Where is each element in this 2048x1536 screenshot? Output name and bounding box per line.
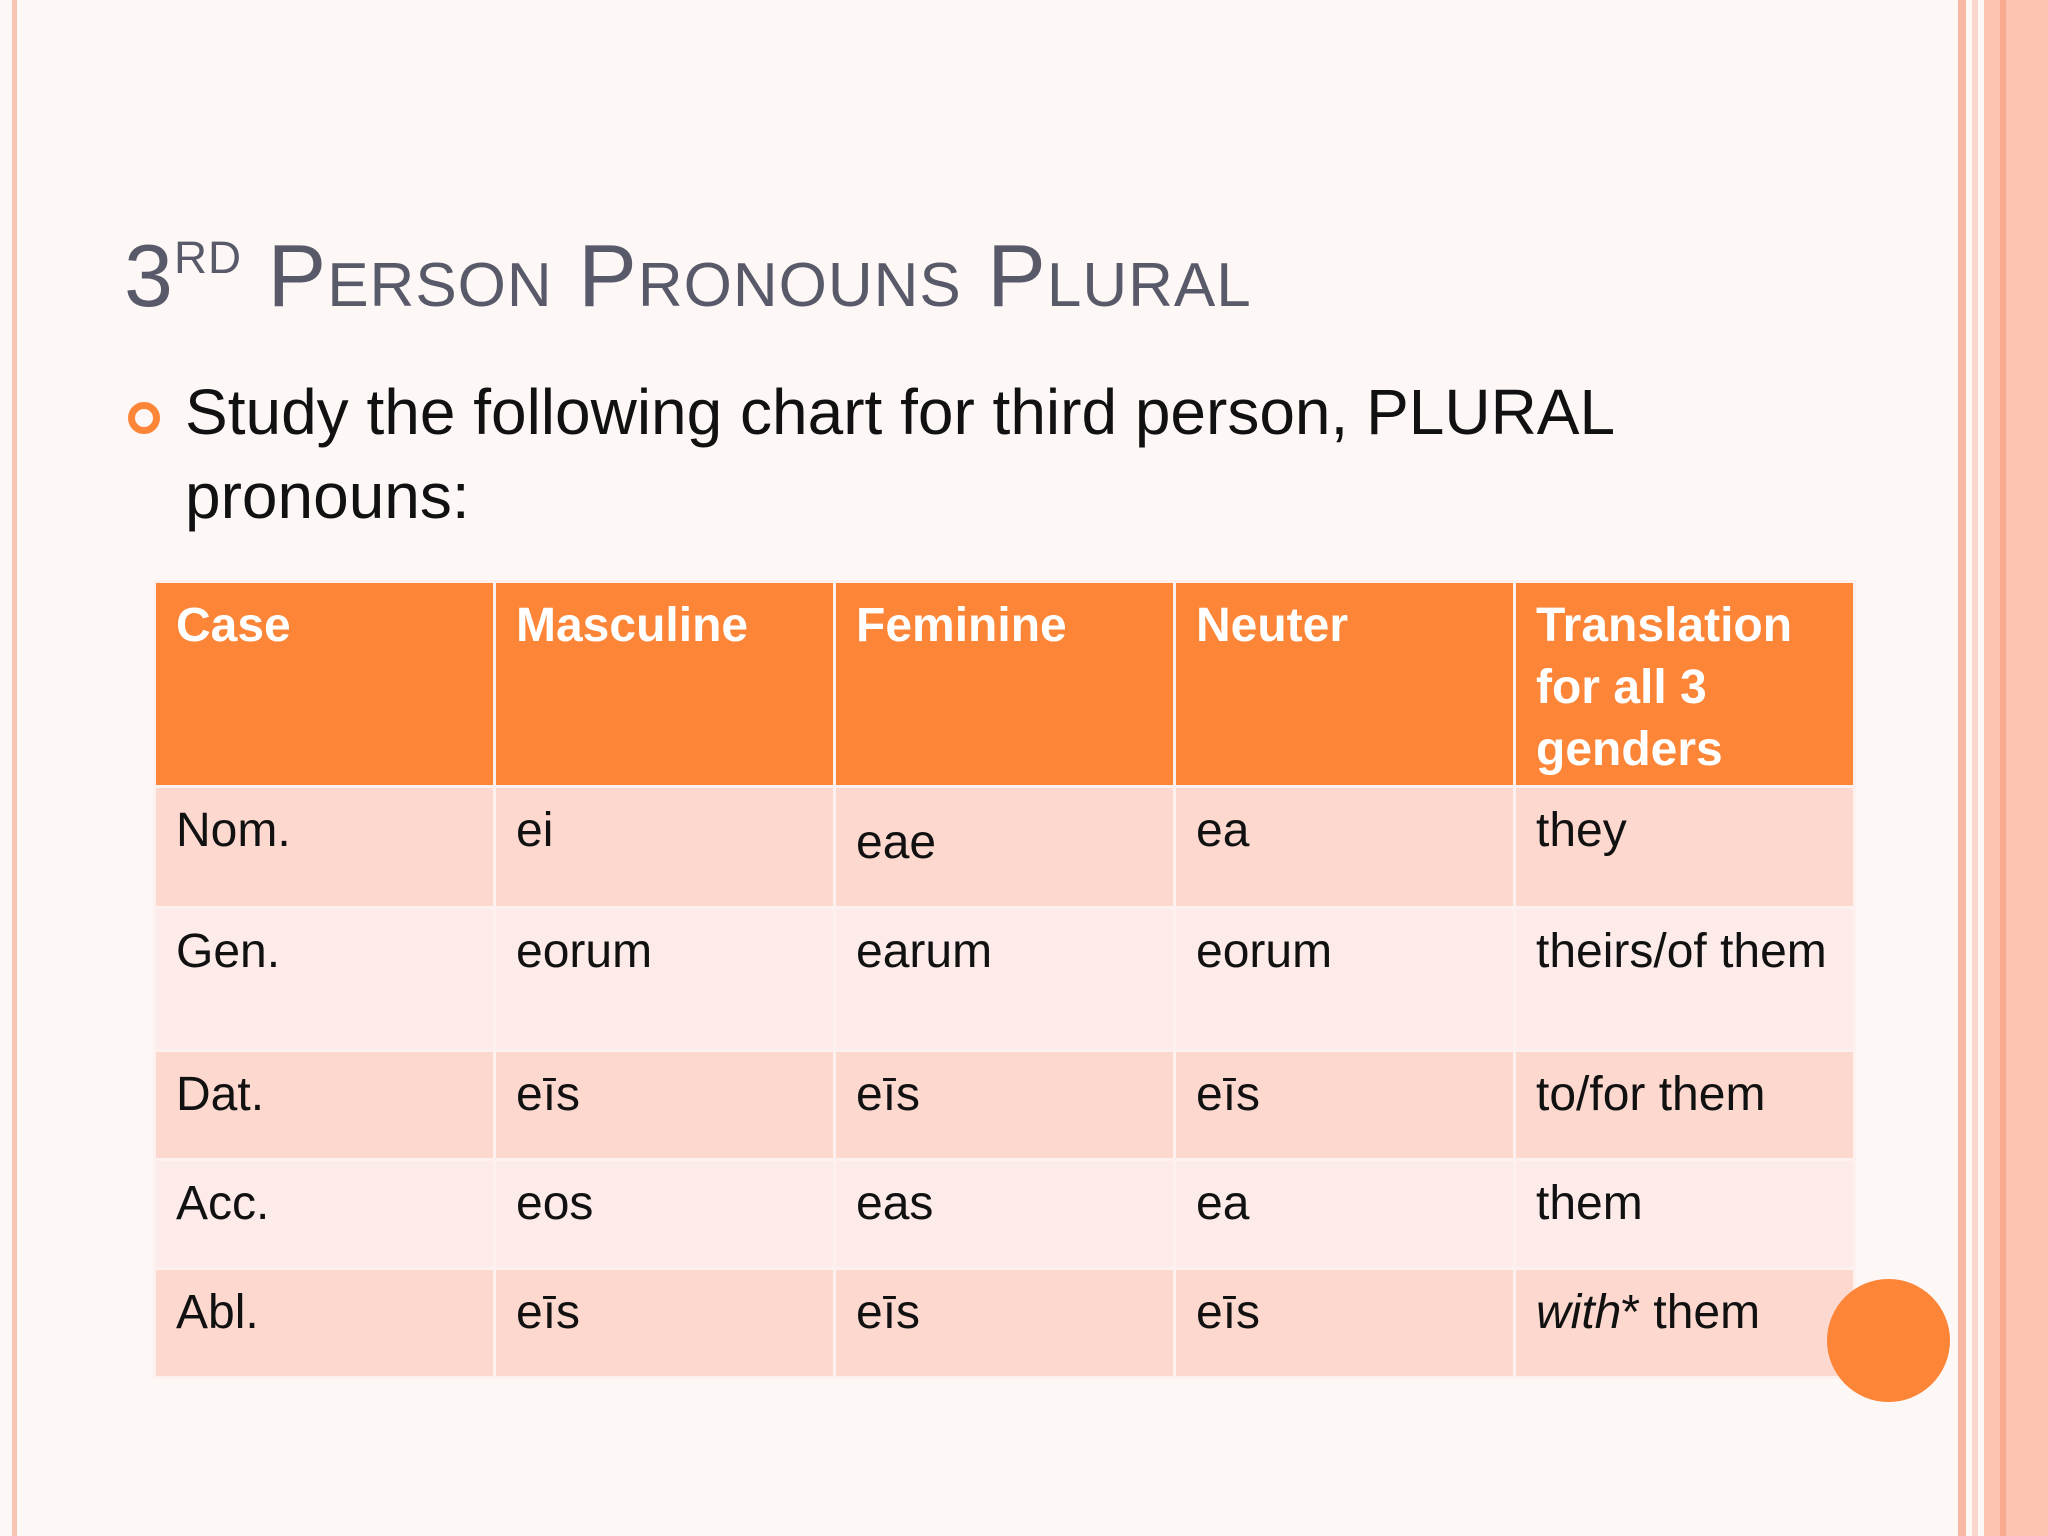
- table-header-row: [155, 582, 1855, 787]
- cell-case: Dat.: [155, 1051, 495, 1160]
- right-edge-stripe-3: [1984, 0, 2048, 1536]
- table-row: [155, 908, 1855, 1051]
- cell-masculine: eorum: [495, 908, 835, 1051]
- cell-neuter: ea: [1175, 787, 1515, 908]
- left-edge-stripe: [12, 0, 17, 1536]
- cell-masculine: eīs: [495, 1051, 835, 1160]
- cell-feminine: eas: [835, 1160, 1175, 1269]
- cell-neuter: eorum: [1175, 908, 1515, 1051]
- cell-neuter: eīs: [1175, 1051, 1515, 1160]
- table-row: [155, 1160, 1855, 1269]
- translation-rest: * them: [1621, 1286, 1761, 1339]
- cell-translation: to/for them: [1515, 1051, 1855, 1160]
- slide-title: 3RD Person Pronouns Plural: [124, 225, 1252, 325]
- cell-translation: they: [1515, 787, 1855, 908]
- right-edge-stripe-2: [1972, 0, 1978, 1536]
- table-row: [155, 1269, 1855, 1378]
- cell-case: Acc.: [155, 1160, 495, 1269]
- cell-neuter: ea: [1175, 1160, 1515, 1269]
- cell-masculine: eīs: [495, 1269, 835, 1378]
- cell-feminine: eae: [835, 787, 1175, 908]
- cell-translation: [1515, 1269, 1855, 1378]
- cell-masculine: ei: [495, 787, 835, 908]
- cell-feminine: eīs: [835, 1269, 1175, 1378]
- cell-masculine: eos: [495, 1160, 835, 1269]
- title-superscript: RD: [173, 232, 243, 283]
- translation-emphasis: with: [1536, 1286, 1622, 1339]
- cell-feminine: earum: [835, 908, 1175, 1051]
- cell-neuter: eīs: [1175, 1269, 1515, 1378]
- header-case: Case: [155, 582, 495, 787]
- bullet-ring-icon: [128, 402, 160, 434]
- cell-translation: theirs/of them: [1515, 908, 1855, 1051]
- cell-case: Abl.: [155, 1269, 495, 1378]
- pronoun-table: [153, 580, 1856, 1379]
- cell-feminine: eīs: [835, 1051, 1175, 1160]
- decorative-circle: [1827, 1279, 1950, 1402]
- header-masculine: Masculine: [495, 582, 835, 787]
- right-edge-stripe-4: [2000, 0, 2006, 1536]
- header-feminine: Feminine: [835, 582, 1175, 787]
- table-row: [155, 787, 1855, 908]
- cell-translation: them: [1515, 1160, 1855, 1269]
- cell-case: Nom.: [155, 787, 495, 908]
- header-neuter: Neuter: [1175, 582, 1515, 787]
- intro-text: Study the following chart for third person, PLURAL pronouns:: [185, 376, 1613, 532]
- table-row: [155, 1051, 1855, 1160]
- right-edge-stripe-1: [1958, 0, 1966, 1536]
- header-translation: Translation for all 3 genders: [1515, 582, 1855, 787]
- cell-case: Gen.: [155, 908, 495, 1051]
